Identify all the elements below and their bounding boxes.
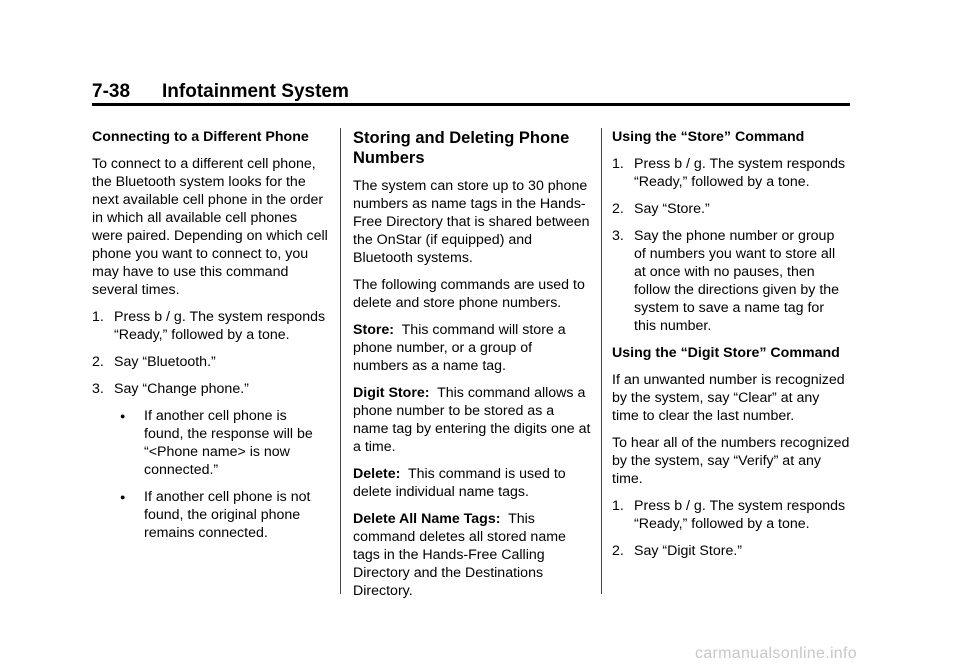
- paragraph: If an unwanted number is recognized by the system, say “Clear” at any time to clear the last number.: [612, 372, 845, 424]
- step-text: Say “Store.”: [634, 201, 710, 217]
- bullet-text: If another cell phone is found, the response will be “<Phone name> is now connected.”: [144, 408, 313, 478]
- column-1: [92, 128, 328, 551]
- term-definition: [353, 510, 591, 600]
- step-number: 1.: [612, 156, 624, 172]
- paragraph: To hear all of the numbers recognized by the system, say “Verify” at any time.: [612, 435, 850, 487]
- step-item: [612, 542, 850, 560]
- watermark-text: carmanualsonline.info: [695, 645, 857, 662]
- step-text: Say the phone number or group of numbers you want to store all at once with no pauses, then follow the directions given by the system to save a name tag for this number.: [634, 228, 840, 334]
- heading-connecting-different-phone: Connecting to a Different Phone: [92, 129, 309, 145]
- step-number: 1.: [92, 309, 104, 325]
- term-definition: [353, 384, 591, 456]
- header-rule: [92, 103, 850, 106]
- term-definition: [353, 321, 591, 375]
- step-text: Press b / g. The system responds “Ready,” followed by a tone.: [634, 156, 846, 190]
- step-text: Say “Digit Store.”: [634, 543, 743, 559]
- step-number: 2.: [612, 543, 624, 559]
- term-description: This command allows a phone number to be stored as a name tag by entering the digits one at a time.: [353, 385, 591, 455]
- step-item: [612, 227, 850, 335]
- step-number: 3.: [612, 228, 624, 244]
- term-label: Delete:: [353, 466, 401, 482]
- bullet-icon: ●: [120, 492, 126, 502]
- term-definition: [353, 465, 591, 501]
- heading-digit-store-command: Using the “Digit Store” Command: [612, 345, 840, 361]
- heading-store-command: Using the “Store” Command: [612, 129, 805, 145]
- bullet-text: If another cell phone is not found, the original phone remains connected.: [144, 489, 311, 541]
- page-number: 7-38: [92, 81, 131, 102]
- column-3: [612, 128, 850, 569]
- section-title: Infotainment System: [162, 81, 349, 102]
- step-text: Press b / g. The system responds “Ready,” followed by a tone.: [634, 498, 846, 532]
- step-number: 2.: [92, 354, 104, 370]
- heading-storing-deleting: Storing and Deleting Phone Numbers: [353, 129, 570, 167]
- step-number: 1.: [612, 498, 624, 514]
- term-label: Store:: [353, 322, 394, 338]
- step-item: [612, 497, 850, 533]
- step-item: [612, 155, 850, 191]
- paragraph: The system can store up to 30 phone numbers as name tags in the Hands-Free Directory that is shared between the OnStar (if equipped) and Bluetooth systems.: [353, 178, 590, 266]
- step-text: Say “Bluetooth.”: [114, 354, 216, 370]
- bullet-item: [92, 407, 328, 479]
- step-item: [612, 200, 850, 218]
- bullet-item: [92, 488, 328, 542]
- bullet-icon: ●: [120, 411, 126, 421]
- step-number: 2.: [612, 201, 624, 217]
- step-item: [92, 353, 328, 371]
- step-text: Say “Change phone.”: [114, 381, 249, 397]
- step-item: [92, 308, 328, 344]
- column-divider-2: [601, 128, 602, 594]
- term-label: Delete All Name Tags:: [353, 511, 501, 527]
- step-number: 3.: [92, 381, 104, 397]
- paragraph: The following commands are used to delete and store phone numbers.: [353, 277, 585, 311]
- step-text: Press b / g. The system responds “Ready,” followed by a tone.: [114, 309, 326, 343]
- step-item: [92, 380, 328, 398]
- term-description: This command will store a phone number, or a group of numbers as a name tag.: [353, 322, 566, 374]
- term-description: This command deletes all stored name tags in the Hands-Free Calling Directory and the Destinations Directory.: [353, 511, 566, 599]
- column-divider-1: [340, 128, 341, 594]
- intro-paragraph: To connect to a different cell phone, the Bluetooth system looks for the next available cell phone in the order in which all available cell phones were paired. Depending on which cell phone you want to connect to, you may have to use this command several times.: [92, 156, 328, 298]
- term-label: Digit Store:: [353, 385, 430, 401]
- page-header: [92, 80, 850, 104]
- column-2: [353, 128, 591, 609]
- term-description: This command is used to delete individual name tags.: [353, 466, 566, 500]
